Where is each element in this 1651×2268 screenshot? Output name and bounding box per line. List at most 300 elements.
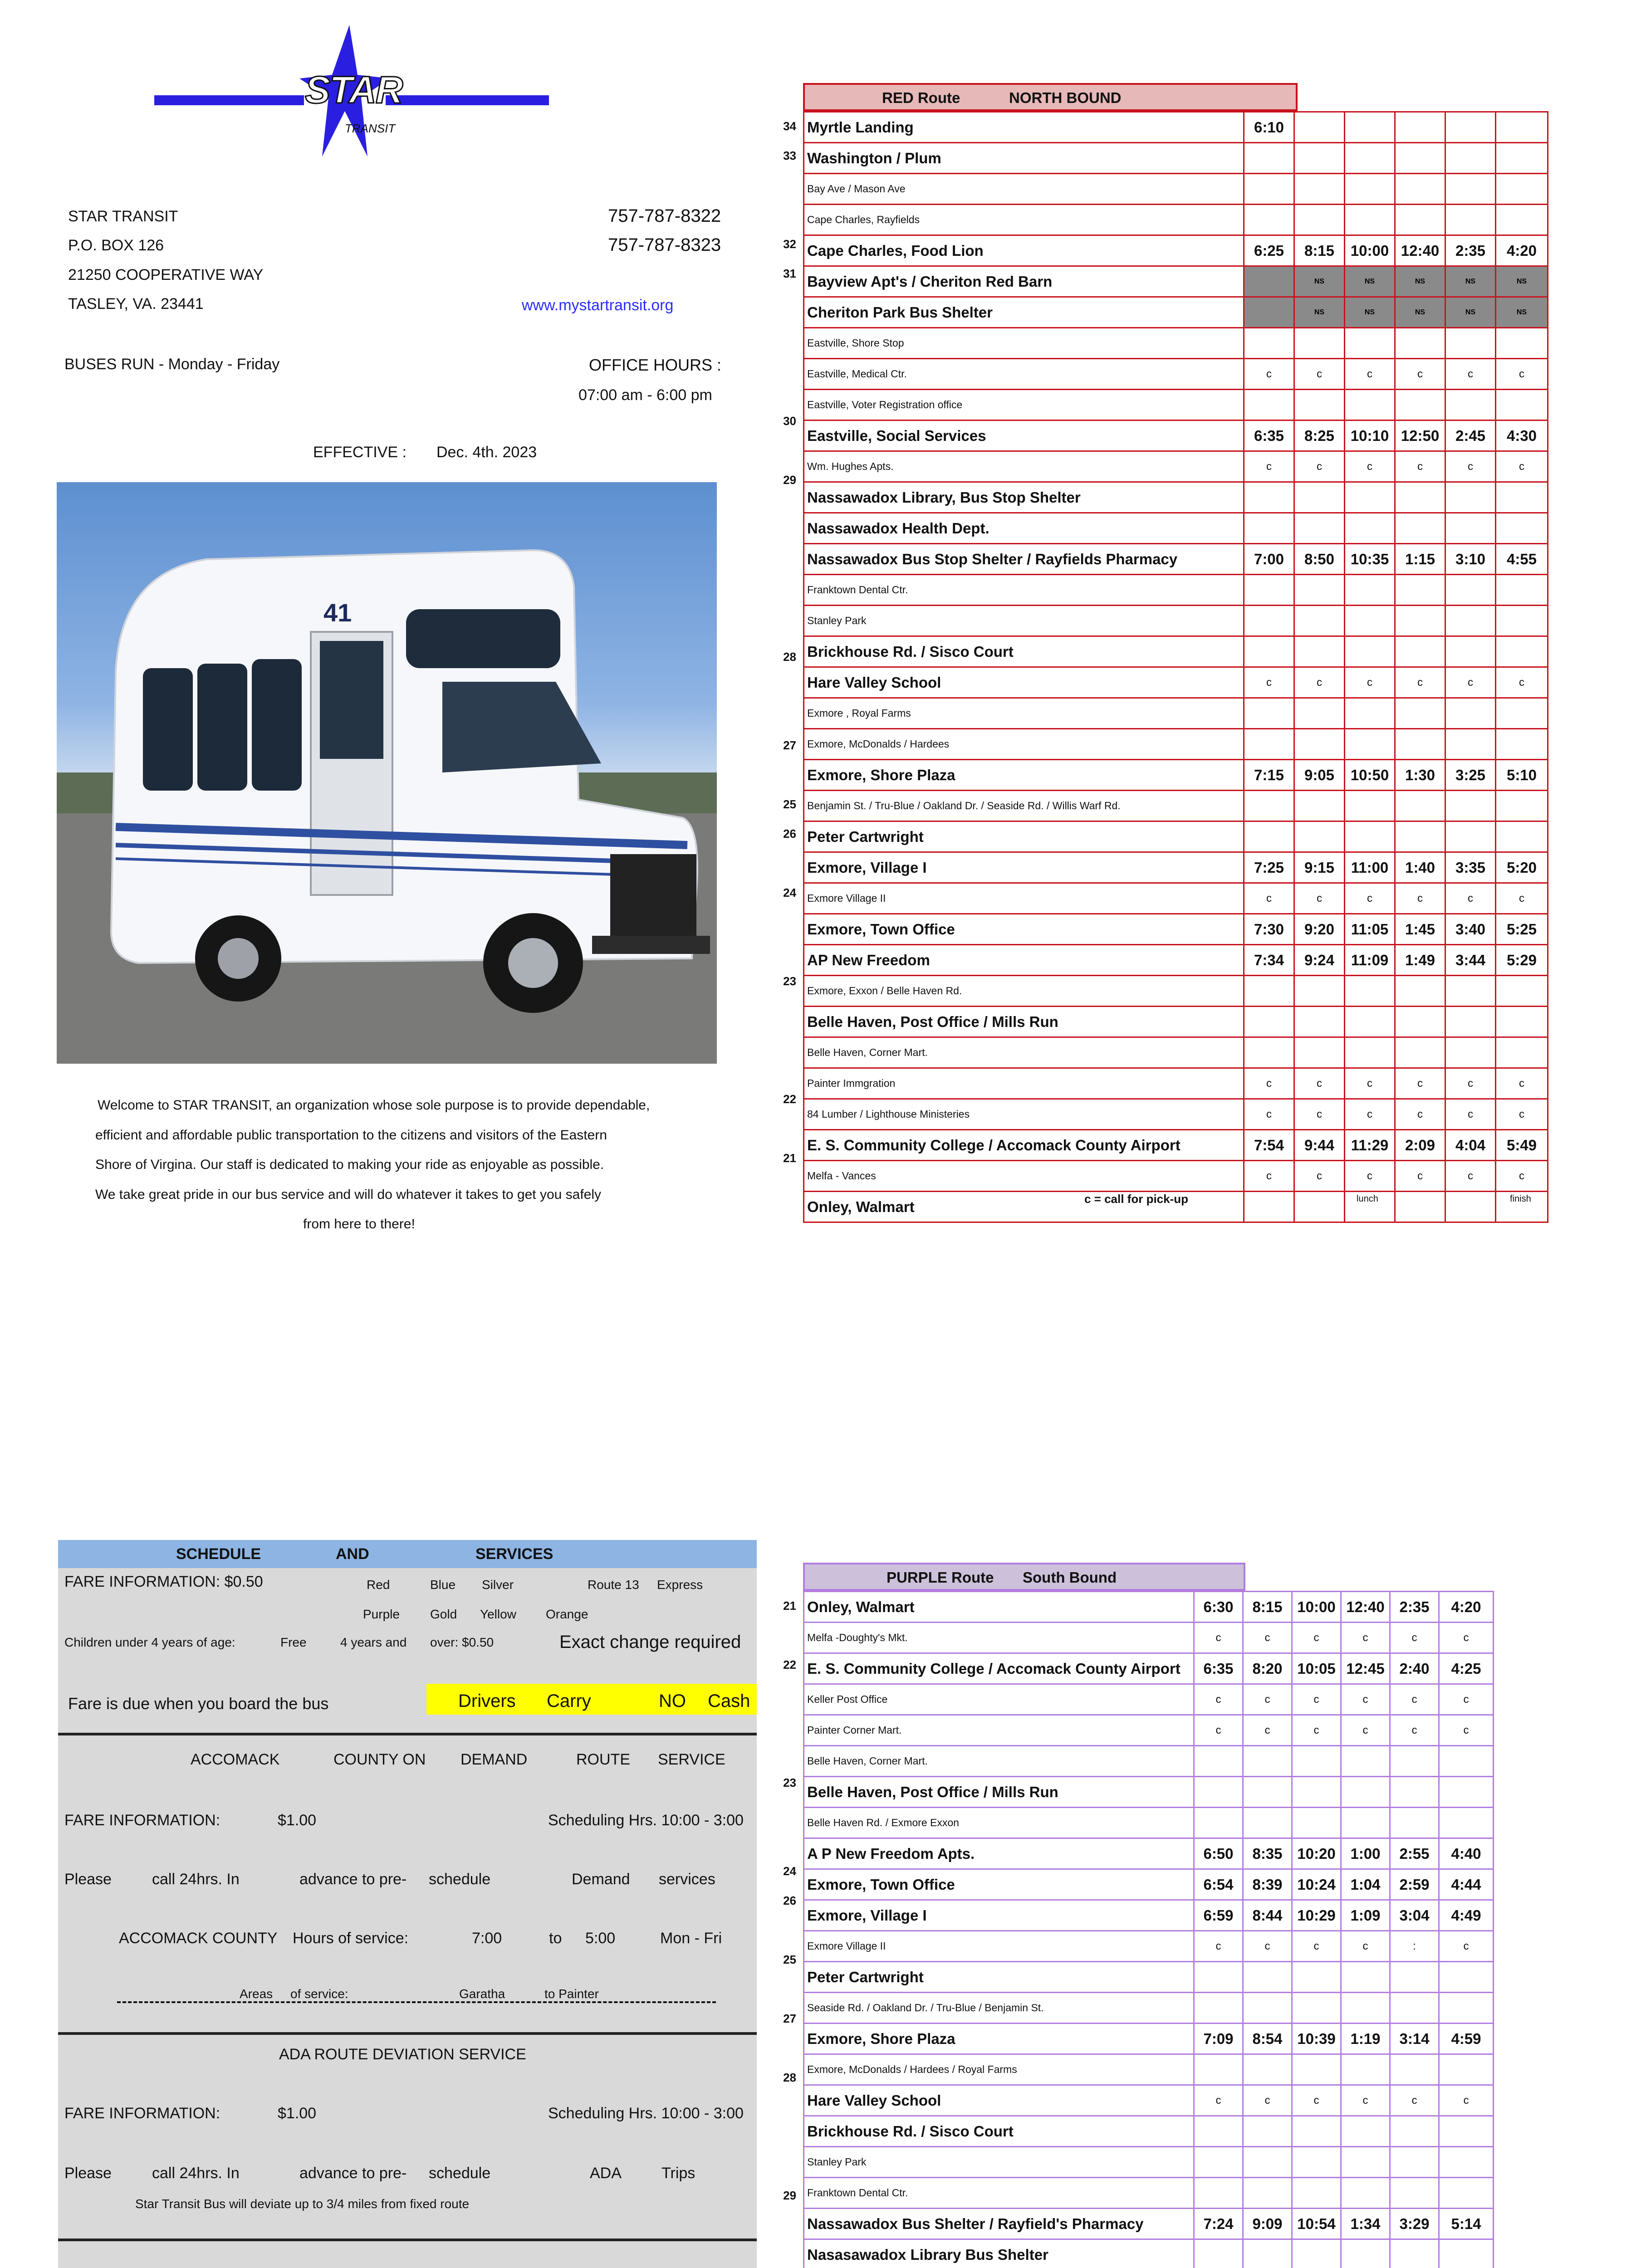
time-cell: c [1395, 359, 1445, 390]
stop-name: Melfa - Vances [804, 1161, 1244, 1192]
welcome-line: efficient and affordable public transportation to the citizens and visitors of the Eastern [95, 1128, 607, 1143]
org-phone-1: 757-787-8322 [608, 206, 721, 226]
time-cell [1439, 1993, 1494, 2024]
time-cell [1292, 1993, 1341, 2024]
time-cell [1244, 636, 1294, 667]
time-cell [1390, 1993, 1439, 2024]
table-row [804, 513, 1548, 544]
purple-route-table [803, 1591, 1494, 2268]
demand-note-word: call 24hrs. In [152, 1871, 240, 1888]
time-cell: 4:20 [1439, 1592, 1494, 1623]
stop-name: Belle Haven Rd. / Exmore Exxon [804, 1808, 1194, 1838]
time-cell [1345, 1037, 1395, 1068]
stop-name: Benjamin St. / Tru-Blue / Oakland Dr. / Seaside Rd. / Willis Warf Rd. [804, 791, 1244, 821]
red-route-header [803, 83, 1298, 111]
table-row [804, 1808, 1494, 1838]
time-cell [1439, 2054, 1494, 2085]
red-route-title: RED Route [882, 89, 960, 106]
time-cell [1294, 328, 1345, 359]
time-cell: c [1294, 1068, 1345, 1099]
time-cell: 10:00 [1292, 1592, 1341, 1623]
time-cell: 3:04 [1390, 1900, 1439, 1931]
table-row [804, 1838, 1494, 1869]
time-cell [1345, 143, 1395, 174]
time-cell: c [1244, 883, 1294, 914]
time-cell: c [1341, 1715, 1390, 1746]
stop-name: Stanley Park [804, 606, 1244, 636]
time-cell [1244, 575, 1294, 606]
time-cell [1496, 328, 1548, 359]
time-cell: c [1194, 1931, 1243, 1962]
table-row [804, 1007, 1548, 1037]
time-cell [1445, 976, 1496, 1007]
table-row [804, 359, 1548, 390]
time-cell [1243, 2116, 1292, 2147]
time-cell [1243, 2239, 1292, 2268]
time-cell [1345, 976, 1395, 1007]
time-cell: c [1390, 1715, 1439, 1746]
stop-name: Eastville, Shore Stop [804, 328, 1244, 359]
time-cell [1345, 821, 1395, 852]
ada-scheduling-hours: Scheduling Hrs. 10:00 - 3:00 [548, 2105, 744, 2122]
time-cell [1445, 513, 1496, 544]
time-cell: c [1194, 1715, 1243, 1746]
time-cell [1395, 174, 1445, 205]
time-cell: c [1496, 451, 1548, 482]
time-cell: 7:54 [1244, 1130, 1294, 1161]
stop-name: Exmore , Royal Farms [804, 698, 1244, 729]
stop-number: 28 [783, 650, 796, 664]
time-cell [1496, 1037, 1548, 1068]
route-color: Gold [430, 1607, 457, 1621]
time-cell [1243, 1993, 1292, 2024]
demand-heading-word: COUNTY ON [333, 1751, 426, 1768]
stop-number: 30 [783, 414, 796, 428]
time-cell: c [1243, 1931, 1292, 1962]
time-cell [1341, 2178, 1390, 2209]
time-cell: c [1439, 1931, 1494, 1962]
time-cell [1243, 1746, 1292, 1777]
time-cell [1345, 513, 1395, 544]
demand-area-word: Areas [240, 1987, 273, 2001]
time-cell [1292, 2147, 1341, 2178]
time-cell [1395, 205, 1445, 235]
table-row [804, 2116, 1494, 2147]
ada-note-word: advance to pre- [299, 2165, 407, 2182]
time-cell [1445, 174, 1496, 205]
time-cell: 2:35 [1445, 235, 1496, 266]
time-cell [1292, 2239, 1341, 2268]
time-cell [1395, 636, 1445, 667]
time-cell: 9:15 [1294, 852, 1345, 883]
stop-name: Washington / Plum [804, 143, 1244, 174]
stop-name: Franktown Dental Ctr. [804, 575, 1244, 606]
time-cell: 10:39 [1292, 2024, 1341, 2054]
time-cell [1445, 205, 1496, 235]
red-finish-note: finish [1510, 1194, 1531, 1204]
stop-name: 84 Lumber / Lighthouse Ministeries [804, 1099, 1244, 1130]
time-cell: c [1496, 1068, 1548, 1099]
time-cell: c [1294, 1099, 1345, 1130]
time-cell: 1:45 [1395, 914, 1445, 945]
stop-name: Belle Haven, Post Office / Mills Run [804, 1007, 1244, 1037]
time-cell [1439, 2116, 1494, 2147]
services-heading-word: SERVICES [475, 1545, 554, 1563]
table-row [804, 945, 1548, 976]
time-cell: 6:35 [1194, 1653, 1243, 1684]
time-cell [1496, 513, 1548, 544]
time-cell [1341, 2147, 1390, 2178]
stop-number: 28 [783, 2071, 796, 2084]
time-cell: 8:35 [1243, 1838, 1292, 1869]
demand-note-word: Please [64, 1871, 112, 1888]
table-row [804, 1592, 1494, 1623]
time-cell [1445, 636, 1496, 667]
time-cell: c [1294, 667, 1345, 698]
time-cell [1244, 791, 1294, 821]
table-row [804, 297, 1548, 328]
route-color: Yellow [480, 1607, 516, 1621]
time-cell: c [1244, 1068, 1294, 1099]
time-cell [1294, 1192, 1345, 1222]
org-name: STAR TRANSIT [68, 208, 178, 225]
route-color: Express [657, 1578, 703, 1592]
time-cell [1395, 143, 1445, 174]
time-cell: c [1439, 2085, 1494, 2116]
time-cell [1445, 1007, 1496, 1037]
demand-heading-word: SERVICE [658, 1751, 725, 1768]
time-cell: 7:30 [1244, 914, 1294, 945]
children-free: Free [280, 1635, 307, 1649]
ada-note-word: Trips [661, 2165, 696, 2182]
time-cell: 6:35 [1244, 420, 1294, 451]
stop-number: 24 [783, 1864, 796, 1878]
time-cell: 3:14 [1390, 2024, 1439, 2054]
time-cell: 1:09 [1341, 1900, 1390, 1931]
demand-area-word: of service: [290, 1987, 348, 2001]
over-price: over: $0.50 [430, 1635, 494, 1649]
table-row [804, 791, 1548, 821]
time-cell: c [1345, 1099, 1395, 1130]
time-cell: NS [1395, 266, 1445, 297]
time-cell [1244, 606, 1294, 636]
time-cell [1445, 821, 1496, 852]
time-cell: 1:00 [1341, 1838, 1390, 1869]
stop-number: 21 [783, 1151, 796, 1165]
time-cell: 4:59 [1439, 2024, 1494, 2054]
divider [58, 2032, 757, 2035]
time-cell [1395, 112, 1445, 143]
stop-name: AP New Freedom [804, 945, 1244, 976]
time-cell: c [1243, 2085, 1292, 2116]
time-cell: 4:40 [1439, 1838, 1494, 1869]
table-row [804, 1130, 1548, 1161]
time-cell: 5:10 [1496, 760, 1548, 791]
stop-name: Cheriton Park Bus Shelter [804, 297, 1244, 328]
stop-number: 22 [783, 1092, 796, 1106]
time-cell [1345, 791, 1395, 821]
time-cell [1496, 636, 1548, 667]
stop-name: Hare Valley School [804, 667, 1244, 698]
red-route-direction: NORTH BOUND [1009, 89, 1122, 106]
ada-fare-label: FARE INFORMATION: [64, 2105, 220, 2122]
time-cell [1445, 112, 1496, 143]
time-cell [1244, 205, 1294, 235]
time-cell: 1:34 [1341, 2209, 1390, 2239]
stop-number: 33 [783, 149, 796, 162]
time-cell [1294, 976, 1345, 1007]
time-cell: c [1194, 1684, 1243, 1715]
table-row [804, 390, 1548, 420]
time-cell: NS [1496, 297, 1548, 328]
demand-area-word: to Painter [544, 1987, 599, 2001]
time-cell: c [1294, 1161, 1345, 1192]
stop-number: 26 [783, 1894, 796, 1907]
route-color: Red [367, 1578, 390, 1592]
ada-deviation-heading: ADA ROUTE DEVIATION SERVICE [279, 2046, 526, 2063]
time-cell: : [1390, 1931, 1439, 1962]
logo-bar-right [386, 95, 549, 105]
time-cell: 4:20 [1496, 235, 1548, 266]
table-row [804, 1068, 1548, 1099]
time-cell [1244, 976, 1294, 1007]
drivers-carry-word: Drivers [458, 1691, 516, 1711]
time-cell: 4:44 [1439, 1869, 1494, 1900]
time-cell [1243, 2147, 1292, 2178]
time-cell [1345, 575, 1395, 606]
fare-label: FARE INFORMATION: $0.50 [64, 1573, 263, 1590]
time-cell [1395, 482, 1445, 513]
time-cell: NS [1445, 297, 1496, 328]
demand-fare-label: FARE INFORMATION: [64, 1812, 220, 1829]
time-cell: 3:35 [1445, 852, 1496, 883]
time-cell: c [1292, 2085, 1341, 2116]
stop-name: Cape Charles, Food Lion [804, 235, 1244, 266]
time-cell [1395, 606, 1445, 636]
table-row [804, 1684, 1494, 1715]
org-city: TASLEY, VA. 23441 [68, 295, 204, 313]
table-row [804, 852, 1548, 883]
stop-name: Onley, Walmart [804, 1592, 1194, 1623]
welcome-line: Shore of Virgina. Our staff is dedicated to making your ride as enjoyable as possible. [95, 1157, 604, 1172]
table-row [804, 2024, 1494, 2054]
table-row [804, 451, 1548, 482]
stop-name: Nassawadox Bus Stop Shelter / Rayfields Pharmacy [804, 544, 1244, 575]
time-cell: c [1345, 451, 1395, 482]
stop-number: 27 [783, 738, 796, 752]
time-cell [1294, 1037, 1345, 1068]
stop-name: Exmore, Town Office [804, 1869, 1194, 1900]
time-cell: 5:29 [1496, 945, 1548, 976]
time-cell [1294, 698, 1345, 729]
time-cell: 9:20 [1294, 914, 1345, 945]
table-row [804, 143, 1548, 174]
time-cell: 8:20 [1243, 1653, 1292, 1684]
time-cell: 6:54 [1194, 1869, 1243, 1900]
demand-heading-word: ROUTE [576, 1751, 630, 1768]
office-hours-label: OFFICE HOURS : [589, 356, 722, 374]
time-cell [1395, 729, 1445, 760]
table-row [804, 1653, 1494, 1684]
time-cell [1439, 2147, 1494, 2178]
logo-bar-left [154, 95, 304, 105]
time-cell: 9:09 [1243, 2209, 1292, 2239]
time-cell: c [1194, 1623, 1243, 1653]
time-cell [1243, 2054, 1292, 2085]
time-cell [1395, 698, 1445, 729]
drivers-carry-word: Carry [547, 1691, 591, 1711]
stop-number: 24 [783, 886, 796, 899]
stop-name: Exmore, Village I [804, 1900, 1194, 1931]
time-cell: c [1439, 1684, 1494, 1715]
table-row [804, 914, 1548, 945]
demand-hours-label: Hours of service: [293, 1930, 409, 1947]
time-cell: c [1445, 667, 1496, 698]
time-cell [1445, 791, 1496, 821]
demand-price: $1.00 [278, 1812, 317, 1829]
time-cell [1341, 1993, 1390, 2024]
time-cell [1445, 1037, 1496, 1068]
time-cell [1445, 729, 1496, 760]
time-cell: 10:35 [1345, 544, 1395, 575]
ada-deviate-note: Star Transit Bus will deviate up to 3/4 miles from fixed route [135, 2197, 470, 2211]
time-cell: 12:40 [1341, 1592, 1390, 1623]
stop-number: 29 [783, 473, 796, 487]
time-cell [1395, 328, 1445, 359]
time-cell [1292, 2054, 1341, 2085]
stop-name: Exmore Village II [804, 1931, 1194, 1962]
time-cell: c [1345, 1068, 1395, 1099]
time-cell [1395, 1192, 1445, 1222]
time-cell: 9:24 [1294, 945, 1345, 976]
time-cell: c [1294, 359, 1345, 390]
stop-name: Melfa -Doughty's Mkt. [804, 1623, 1194, 1653]
time-cell: 2:45 [1445, 420, 1496, 451]
demand-note-word: services [659, 1871, 715, 1888]
time-cell: c [1345, 359, 1395, 390]
time-cell [1194, 2116, 1243, 2147]
stop-name: Bayview Apt's / Cheriton Red Barn [804, 266, 1244, 297]
website-link[interactable]: www.mystartransit.org [522, 297, 674, 314]
table-row [804, 1962, 1494, 1993]
table-row [804, 976, 1548, 1007]
time-cell [1244, 174, 1294, 205]
time-cell [1496, 606, 1548, 636]
time-cell [1445, 606, 1496, 636]
stop-number: 25 [783, 797, 796, 811]
time-cell: 8:15 [1294, 235, 1345, 266]
table-row [804, 235, 1548, 266]
stop-name: Bay Ave / Mason Ave [804, 174, 1244, 205]
time-cell [1194, 2239, 1243, 2268]
effective-label: EFFECTIVE : [313, 444, 407, 461]
stop-number: 23 [783, 974, 796, 988]
time-cell [1294, 205, 1345, 235]
time-cell: c [1292, 1623, 1341, 1653]
time-cell [1244, 266, 1294, 297]
time-cell: 10:29 [1292, 1900, 1341, 1931]
time-cell: 12:50 [1395, 420, 1445, 451]
org-phone-2: 757-787-8323 [608, 235, 721, 255]
table-row [804, 606, 1548, 636]
stop-name: A P New Freedom Apts. [804, 1838, 1194, 1869]
time-cell: c [1445, 359, 1496, 390]
time-cell: c [1439, 1623, 1494, 1653]
time-cell: 2:55 [1390, 1838, 1439, 1869]
demand-hours-days: Mon - Fri [660, 1930, 722, 1947]
time-cell [1194, 1808, 1243, 1838]
time-cell: 11:05 [1345, 914, 1395, 945]
time-cell [1292, 1808, 1341, 1838]
time-cell: 3:10 [1445, 544, 1496, 575]
time-cell [1439, 1962, 1494, 1993]
time-cell [1243, 2178, 1292, 2209]
time-cell: 7:24 [1194, 2209, 1243, 2239]
table-row [804, 1161, 1548, 1192]
time-cell [1341, 1808, 1390, 1838]
time-cell [1292, 1746, 1341, 1777]
table-row [804, 2239, 1494, 2268]
stop-name: Exmore, Shore Plaza [804, 2024, 1194, 2054]
time-cell: c [1390, 2085, 1439, 2116]
time-cell: 8:15 [1243, 1592, 1292, 1623]
time-cell [1194, 1777, 1243, 1808]
time-cell: NS [1395, 297, 1445, 328]
time-cell [1244, 698, 1294, 729]
effective-date: Dec. 4th. 2023 [436, 444, 537, 461]
fare-due: Fare is due when you board the bus [68, 1694, 329, 1713]
time-cell: c [1243, 1715, 1292, 1746]
time-cell [1445, 1192, 1496, 1222]
time-cell: c [1395, 451, 1445, 482]
time-cell: c [1244, 451, 1294, 482]
table-row [804, 1099, 1548, 1130]
table-row [804, 205, 1548, 235]
time-cell [1345, 636, 1395, 667]
table-row [804, 266, 1548, 297]
time-cell [1395, 575, 1445, 606]
route-color: Orange [546, 1607, 588, 1621]
drivers-carry-word: Cash [708, 1691, 750, 1711]
demand-heading-word: ACCOMACK [191, 1751, 280, 1768]
time-cell: NS [1345, 266, 1395, 297]
time-cell [1496, 791, 1548, 821]
time-cell: 8:39 [1243, 1869, 1292, 1900]
time-cell: c [1496, 359, 1548, 390]
time-cell [1345, 390, 1395, 420]
time-cell [1445, 328, 1496, 359]
stop-name: Onley, Walmart [804, 1192, 1244, 1222]
demand-note-word: schedule [429, 1871, 491, 1888]
time-cell: 7:15 [1244, 760, 1294, 791]
stop-number: 25 [783, 1953, 796, 1966]
time-cell: c [1445, 1099, 1496, 1130]
time-cell: c [1294, 451, 1345, 482]
time-cell: 3:44 [1445, 945, 1496, 976]
welcome-line: Welcome to STAR TRANSIT, an organization whose sole purpose is to provide dependable, [98, 1098, 650, 1113]
time-cell: NS [1294, 266, 1345, 297]
time-cell: 1:40 [1395, 852, 1445, 883]
ada-note-word: Please [64, 2165, 112, 2182]
time-cell: c [1445, 883, 1496, 914]
time-cell: 4:25 [1439, 1653, 1494, 1684]
time-cell: c [1244, 1161, 1294, 1192]
table-row [804, 1623, 1494, 1653]
table-row [804, 1777, 1494, 1808]
stop-number: 34 [783, 119, 796, 133]
time-cell: c [1345, 667, 1395, 698]
stop-name: Exmore, McDonalds / Hardees [804, 729, 1244, 760]
